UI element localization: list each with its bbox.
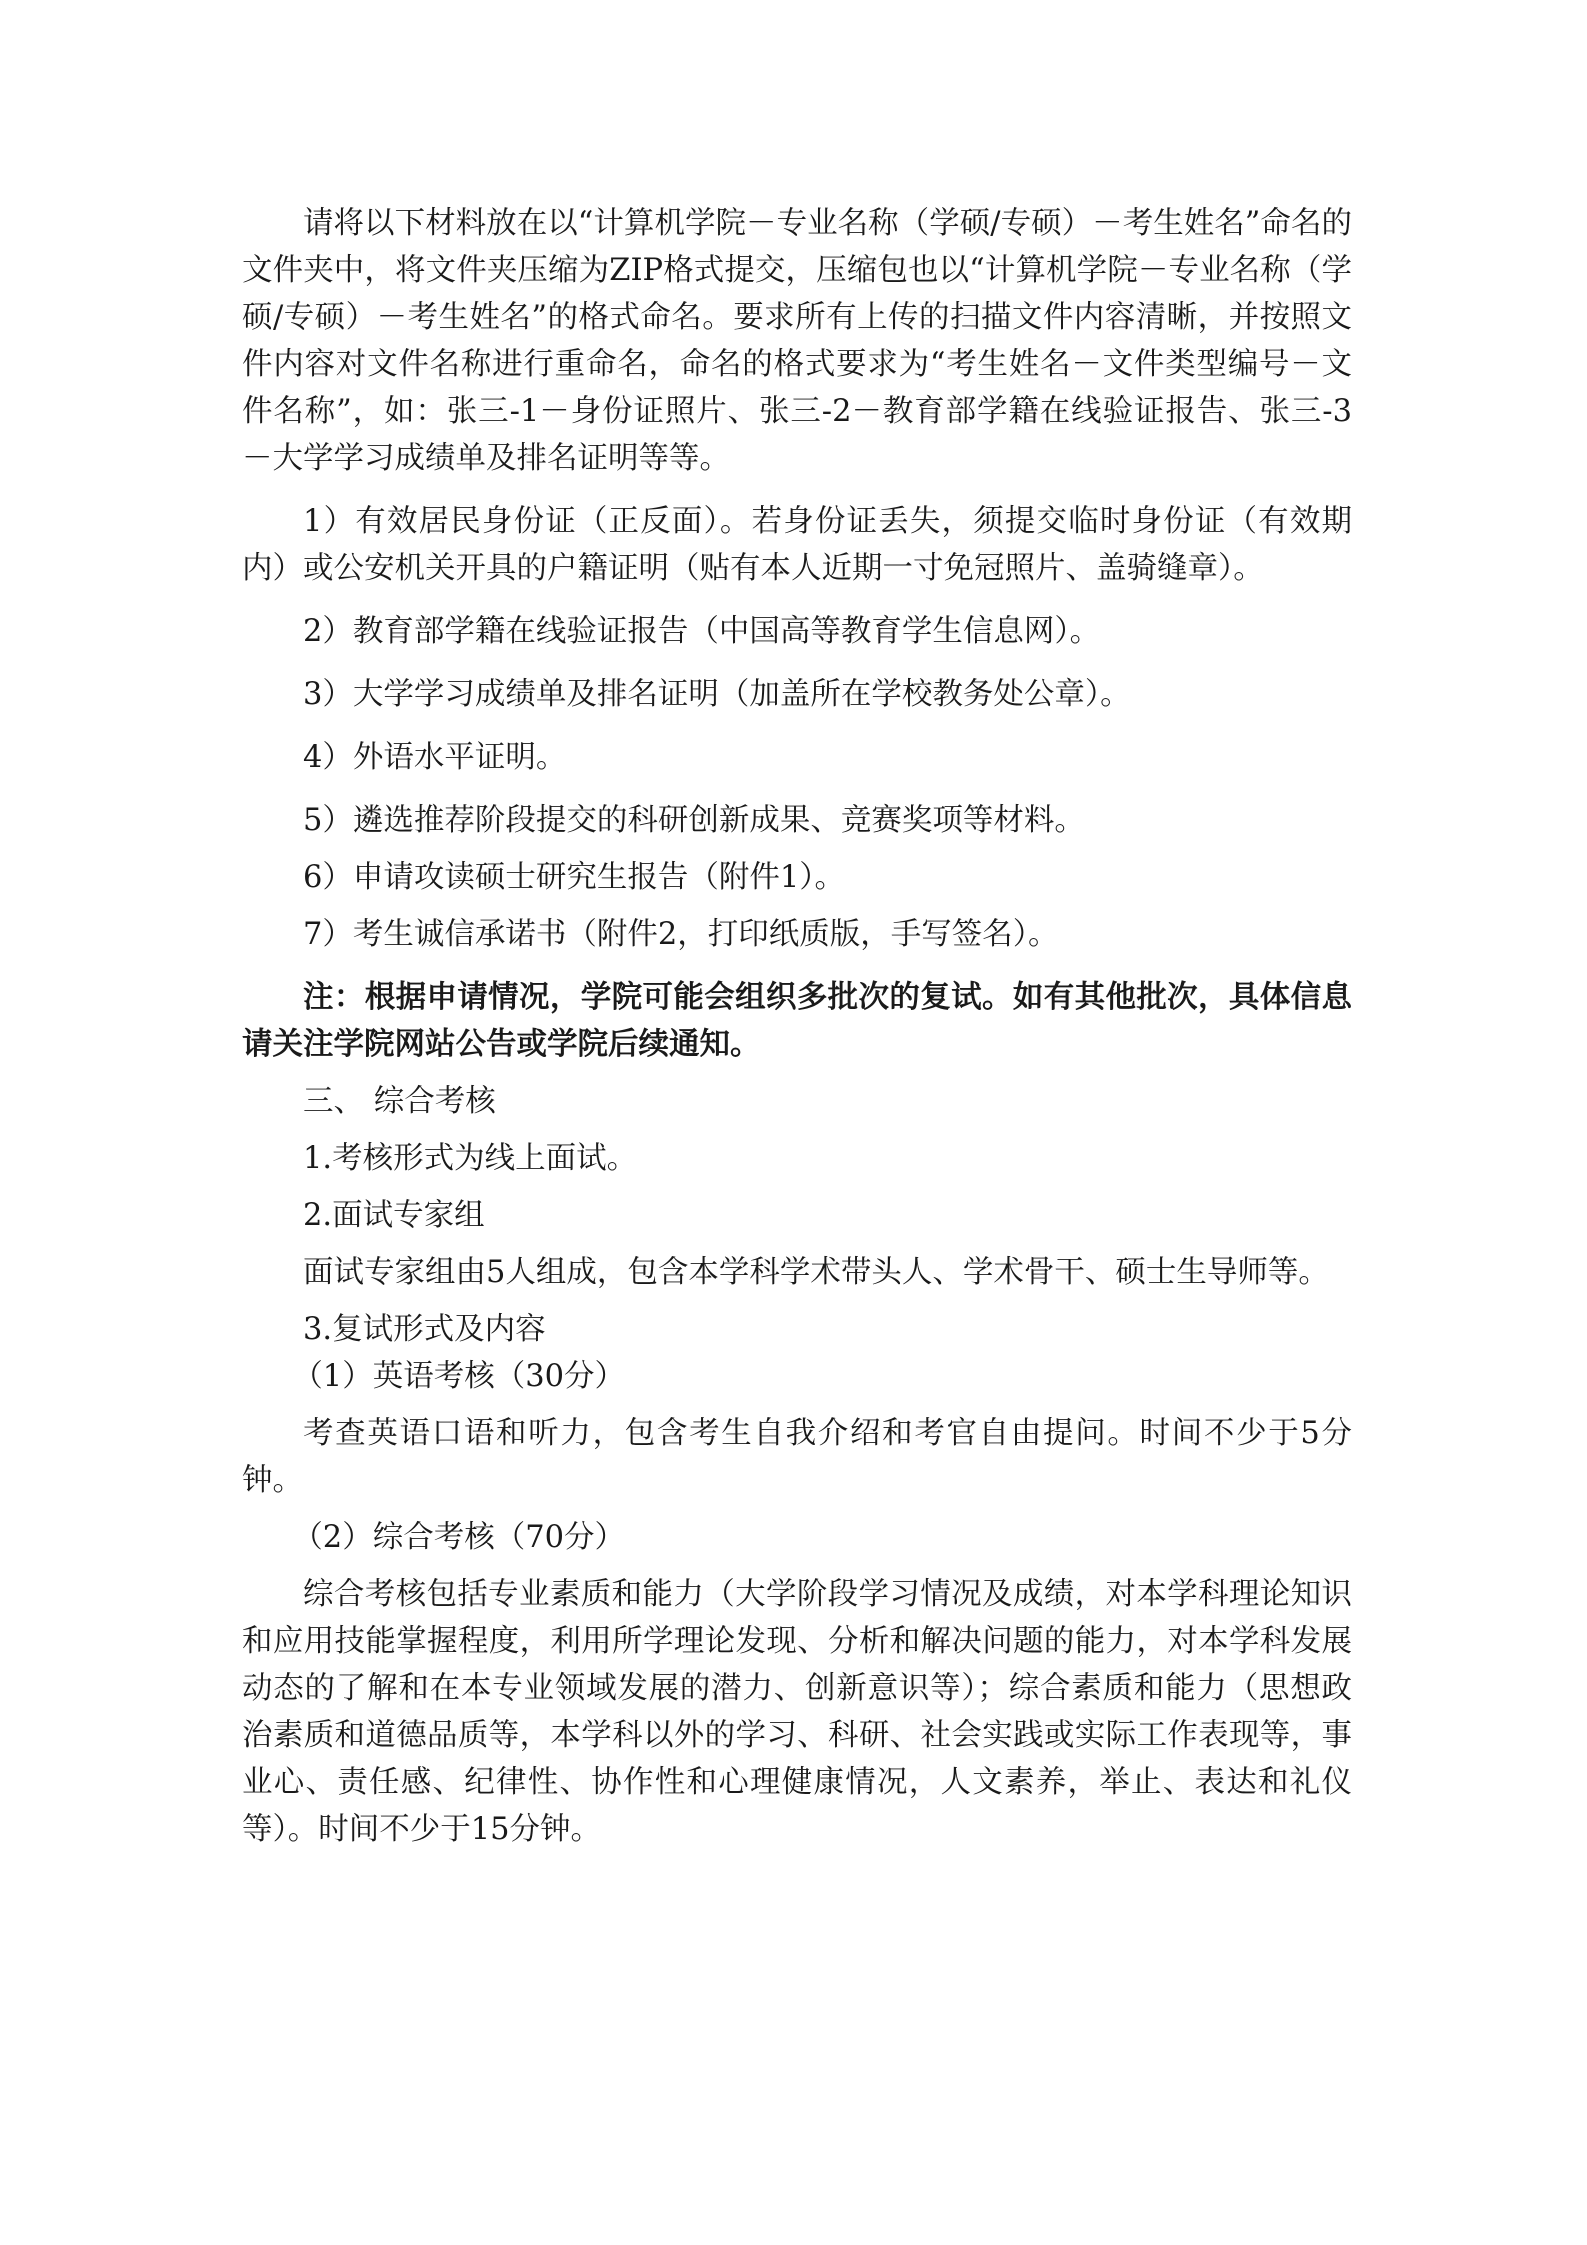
intro-paragraph: 请将以下材料放在以“计算机学院－专业名称（学硕/专硕）－考生姓名”命名的文件夹中，将文件夹压缩为ZIP格式提交，压缩包也以“计算机学院－专业名称（学硕/专硕）－考生姓名”的格式命名。要求所有上传的扫描文件内容清晰，并按照文件内容对文件名称进行重命名，命名的格式要求为“考生姓名－文件类型编号－文件名称”，如：张三-1－身份证照片、张三-2－教育部学籍在线验证报告、张三-3－大学学习成绩单及排名证明等等。 [242,206,1352,476]
section-heading: 三、 综合考核 [303,1084,496,1119]
material-item: 6）申请攻读硕士研究生报告（附件1）。 [303,860,846,895]
material-item: 5）遴选推荐阶段提交的科研创新成果、竞赛奖项等材料。 [303,803,1085,838]
material-item: 2）教育部学籍在线验证报告（中国高等教育学生信息网）。 [303,614,1101,649]
sub-heading: （2）综合考核（70分） [292,1520,626,1555]
sub-description: 考查英语口语和听力，包含考生自我介绍和考官自由提问。时间不少于5分钟。 [242,1416,1352,1498]
sub-heading: （1）英语考核（30分） [292,1359,626,1394]
note-paragraph: 注：根据申请情况，学院可能会组织多批次的复试。如有其他批次，具体信息请关注学院网站公告或学院后续通知。 [242,979,1352,1062]
material-item: 1）有效居民身份证（正反面）。若身份证丢失，须提交临时身份证（有效期内）或公安机关开具的户籍证明（贴有本人近期一寸免冠照片、盖骑缝章）。 [242,504,1352,586]
material-item: 7）考生诚信承诺书（附件2，打印纸质版，手写签名）。 [303,917,1059,952]
item-heading: 2.面试专家组 [303,1198,485,1233]
material-item: 4）外语水平证明。 [303,740,567,775]
item-heading: 3.复试形式及内容 [303,1312,546,1347]
sub-description: 综合考核包括专业素质和能力（大学阶段学习情况及成绩，对本学科理论知识和应用技能掌握程度，利用所学理论发现、分析和解决问题的能力，对本学科发展动态的了解和在本专业领域发展的潜力、创新意识等）；综合素质和能力（思想政治素质和道德品质等，本学科以外的学习、科研、社会实践或实际工作表现等，事业心、责任感、纪律性、协作性和心理健康情况，人文素养，举止、表达和礼仪等）。时间不少于15分钟。 [242,1577,1352,1847]
item-description: 面试专家组由5人组成，包含本学科学术带头人、学术骨干、硕士生导师等。 [303,1255,1329,1290]
material-item: 3）大学学习成绩单及排名证明（加盖所在学校教务处公章）。 [303,677,1131,712]
document-page [242,200,1352,1853]
item-heading: 1.考核形式为线上面试。 [303,1141,638,1176]
